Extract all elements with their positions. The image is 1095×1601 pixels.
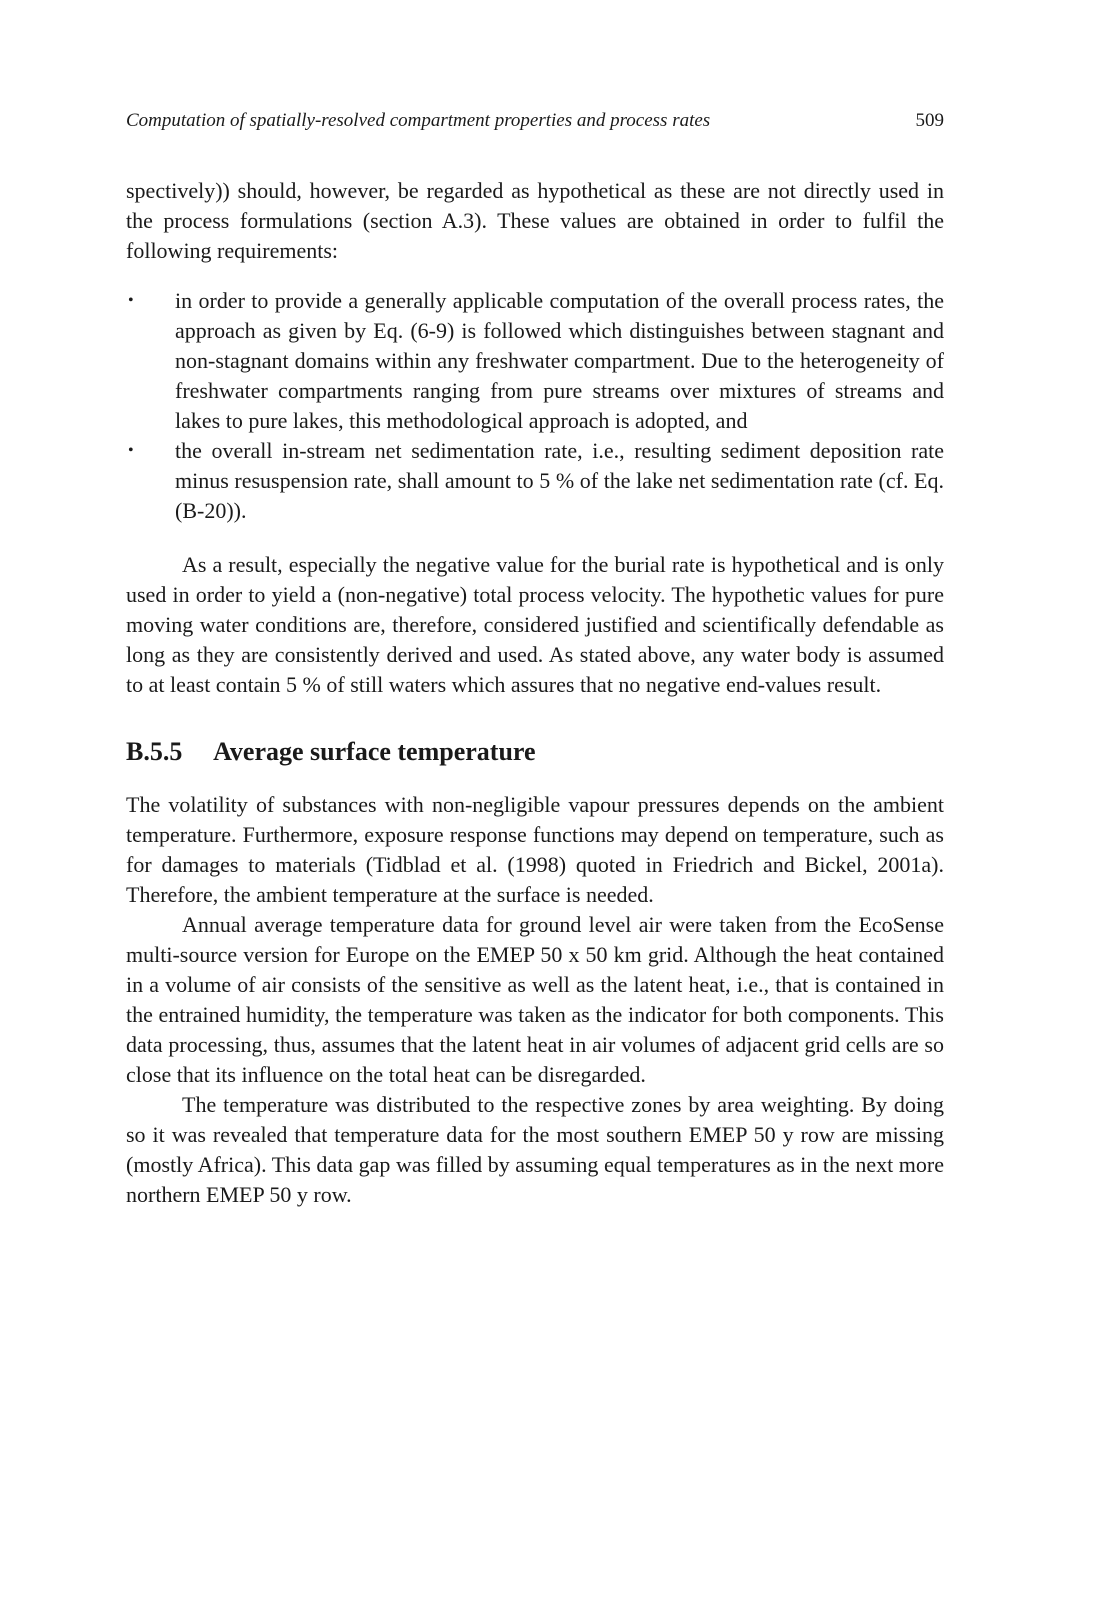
running-header xyxy=(126,110,944,132)
list-item-text: in order to provide a generally applicable computation of the overall process rates, the approach as given by Eq. (6-9) is followed which distinguishes between stagnant and non-stagnant domains within any freshwater compartment. Due to the heterogeneity of freshwater compartments ranging from pure streams over mixtures of streams and lakes to pure lakes, this methodological approach is adopted, and xyxy=(175,288,944,433)
bullet-icon: • xyxy=(128,292,134,309)
list-item xyxy=(126,436,944,526)
result-paragraph: As a result, especially the negative value for the burial rate is hypothetical and is only used in order to yield a (non-negative) total process velocity. The hypothetic values for pure moving water conditions are, therefore, considered justified and scientifically defendable as long as they are consistently derived and used. As stated above, any water body is assumed to at least contain 5 % of still waters which assures that no negative end-values result. xyxy=(126,552,944,697)
list-item-text: the overall in-stream net sedimentation rate, i.e., resulting sediment deposition rate minus resuspension rate, shall amount to 5 % of the lake net sedimentation rate (cf. Eq. (B-20)). xyxy=(175,438,944,523)
section-title: Average surface temperature xyxy=(213,737,536,766)
requirements-list xyxy=(126,286,944,526)
section-heading xyxy=(126,736,944,768)
intro-paragraph: spectively)) should, however, be regarded as hypothetical as these are not directly used in the process formulations (section A.3). These values are obtained in order to fulfil the following requirements: xyxy=(126,178,944,263)
section-number: B.5.5 xyxy=(126,737,183,766)
list-item xyxy=(126,286,944,436)
section-paragraph: The volatility of substances with non-negligible vapour pressures depends on the ambient temperature. Furthermore, exposure response functions may depend on temperature, such as for damages to materials (Tidblad et al. (1998) quoted in Friedrich and Bickel, 2001a). Therefore, the ambient temperature at the surface is needed. xyxy=(126,792,944,907)
page-number: 509 xyxy=(915,110,944,131)
running-title: Computation of spatially-resolved compartment properties and process rates xyxy=(126,110,711,131)
bullet-icon: • xyxy=(128,442,134,459)
section-paragraph: The temperature was distributed to the respective zones by area weighting. By doing so it was revealed that temperature data for the most southern EMEP 50 y row are missing (mostly Africa). This data gap was filled by assuming equal temperatures as in the next more northern EMEP 50 y row. xyxy=(126,1092,944,1207)
section-paragraph: Annual average temperature data for ground level air were taken from the EcoSense multi-source version for Europe on the EMEP 50 x 50 km grid. Although the heat contained in a volume of air consists of the sensitive as well as the latent heat, i.e., that is contained in the entrained humidity, the temperature was taken as the indicator for both components. This data processing, thus, assumes that the latent heat in air volumes of adjacent grid cells are so close that its influence on the total heat can be disregarded. xyxy=(126,912,944,1087)
book-page xyxy=(126,110,944,1210)
